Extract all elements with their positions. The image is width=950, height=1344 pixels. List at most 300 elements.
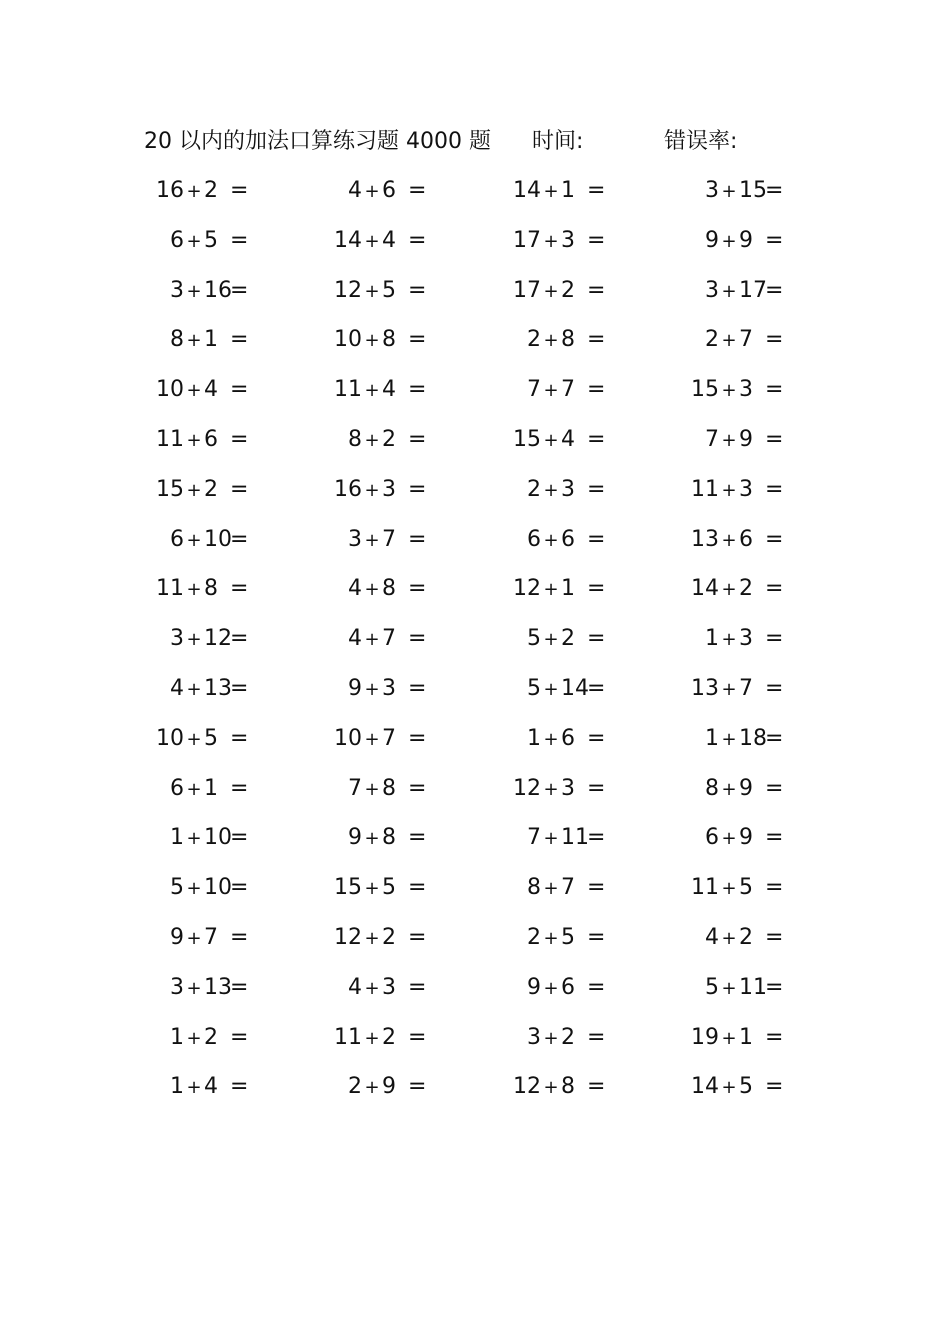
addition-problem bbox=[332, 465, 492, 515]
addition-problem bbox=[332, 913, 492, 963]
plus-sign: + bbox=[364, 1027, 380, 1049]
addend-b: 7 bbox=[382, 725, 396, 751]
equals-sign: = bbox=[230, 377, 249, 403]
addend-a: 11 bbox=[156, 576, 184, 602]
addend-a: 4 bbox=[348, 974, 362, 1000]
equals-sign: = bbox=[230, 725, 249, 751]
addition-problem bbox=[689, 714, 849, 764]
addend-b: 1 bbox=[561, 576, 575, 602]
addend-a: 5 bbox=[527, 675, 541, 701]
equals-sign: = bbox=[408, 626, 427, 652]
addition-problem bbox=[689, 764, 849, 814]
addend-b: 7 bbox=[382, 526, 396, 552]
plus-sign: + bbox=[186, 181, 202, 202]
addend-b: 5 bbox=[739, 875, 753, 901]
addition-problem bbox=[154, 714, 314, 764]
equals-sign: = bbox=[587, 825, 606, 851]
plus-sign: + bbox=[186, 1027, 202, 1049]
addition-problem bbox=[332, 1062, 492, 1112]
equals-sign: = bbox=[587, 377, 606, 403]
equals-sign: = bbox=[230, 1074, 249, 1100]
addend-b: 8 bbox=[382, 775, 396, 801]
addend-a: 9 bbox=[348, 825, 362, 851]
plus-sign: + bbox=[364, 181, 380, 202]
problem-row bbox=[0, 564, 950, 614]
equals-sign: = bbox=[587, 974, 606, 1000]
problem-row bbox=[0, 365, 950, 415]
plus-sign: + bbox=[186, 479, 202, 501]
equals-sign: = bbox=[408, 476, 427, 502]
equals-sign: = bbox=[408, 725, 427, 751]
addend-b: 10 bbox=[204, 825, 232, 851]
addition-problem bbox=[332, 963, 492, 1013]
addend-b: 1 bbox=[204, 775, 218, 801]
addend-a: 17 bbox=[513, 277, 541, 303]
plus-sign: + bbox=[186, 878, 202, 900]
equals-sign: = bbox=[230, 426, 249, 452]
plus-sign: + bbox=[364, 479, 380, 501]
plus-sign: + bbox=[364, 878, 380, 900]
plus-sign: + bbox=[721, 230, 737, 252]
equals-sign: = bbox=[765, 725, 784, 751]
addition-problem bbox=[154, 515, 314, 565]
plus-sign: + bbox=[364, 927, 380, 949]
addend-a: 16 bbox=[334, 476, 362, 502]
plus-sign: + bbox=[364, 330, 380, 352]
addend-a: 7 bbox=[527, 825, 541, 851]
addition-problem bbox=[511, 813, 671, 863]
addend-a: 5 bbox=[705, 974, 719, 1000]
equals-sign: = bbox=[765, 875, 784, 901]
equals-sign: = bbox=[765, 775, 784, 801]
problem-row bbox=[0, 415, 950, 465]
plus-sign: + bbox=[364, 828, 380, 850]
addition-problem bbox=[332, 764, 492, 814]
addition-problem bbox=[689, 1062, 849, 1112]
addend-b: 1 bbox=[204, 327, 218, 353]
addition-problem bbox=[511, 415, 671, 465]
plus-sign: + bbox=[364, 280, 380, 302]
plus-sign: + bbox=[186, 230, 202, 252]
addition-problem bbox=[154, 863, 314, 913]
addend-b: 7 bbox=[204, 924, 218, 950]
addend-b: 13 bbox=[204, 675, 232, 701]
addition-problem bbox=[332, 216, 492, 266]
addend-a: 9 bbox=[527, 974, 541, 1000]
addend-b: 6 bbox=[561, 725, 575, 751]
addend-b: 5 bbox=[382, 277, 396, 303]
addend-a: 9 bbox=[705, 227, 719, 253]
addend-a: 1 bbox=[170, 825, 184, 851]
addition-problem bbox=[154, 1013, 314, 1063]
equals-sign: = bbox=[765, 825, 784, 851]
addition-problem bbox=[154, 764, 314, 814]
equals-sign: = bbox=[587, 875, 606, 901]
addend-a: 12 bbox=[334, 924, 362, 950]
addend-a: 2 bbox=[527, 476, 541, 502]
plus-sign: + bbox=[543, 629, 559, 651]
problem-row bbox=[0, 315, 950, 365]
addend-a: 12 bbox=[334, 277, 362, 303]
equals-sign: = bbox=[765, 675, 784, 701]
plus-sign: + bbox=[721, 1027, 737, 1049]
equals-sign: = bbox=[408, 1024, 427, 1050]
plus-sign: + bbox=[721, 579, 737, 601]
addend-a: 2 bbox=[527, 327, 541, 353]
addend-a: 7 bbox=[705, 426, 719, 452]
addition-problem bbox=[511, 564, 671, 614]
addend-a: 14 bbox=[691, 1074, 719, 1100]
equals-sign: = bbox=[587, 178, 606, 203]
plus-sign: + bbox=[186, 828, 202, 850]
equals-sign: = bbox=[408, 377, 427, 403]
addend-a: 19 bbox=[691, 1024, 719, 1050]
equals-sign: = bbox=[587, 277, 606, 303]
addition-problem bbox=[332, 714, 492, 764]
addend-b: 2 bbox=[382, 1024, 396, 1050]
addend-a: 3 bbox=[705, 277, 719, 303]
addition-problem bbox=[689, 166, 849, 216]
addend-a: 6 bbox=[170, 775, 184, 801]
addition-problem bbox=[154, 166, 314, 216]
addend-b: 7 bbox=[739, 675, 753, 701]
addition-problem bbox=[689, 863, 849, 913]
addition-problem bbox=[689, 564, 849, 614]
addend-b: 11 bbox=[739, 974, 767, 1000]
plus-sign: + bbox=[543, 828, 559, 850]
plus-sign: + bbox=[186, 629, 202, 651]
plus-sign: + bbox=[543, 380, 559, 402]
addend-a: 12 bbox=[513, 576, 541, 602]
equals-sign: = bbox=[765, 576, 784, 602]
addend-a: 10 bbox=[334, 725, 362, 751]
problem-row bbox=[0, 614, 950, 664]
addend-b: 2 bbox=[382, 426, 396, 452]
equals-sign: = bbox=[587, 1024, 606, 1050]
equals-sign: = bbox=[765, 227, 784, 253]
plus-sign: + bbox=[364, 629, 380, 651]
equals-sign: = bbox=[765, 1074, 784, 1100]
addend-b: 6 bbox=[382, 178, 396, 203]
plus-sign: + bbox=[186, 380, 202, 402]
plus-sign: + bbox=[543, 529, 559, 551]
addend-b: 2 bbox=[561, 1024, 575, 1050]
addend-a: 14 bbox=[334, 227, 362, 253]
addition-problem bbox=[332, 415, 492, 465]
addition-problem bbox=[154, 266, 314, 316]
addend-a: 11 bbox=[156, 426, 184, 452]
addend-a: 2 bbox=[527, 924, 541, 950]
addend-a: 12 bbox=[513, 1074, 541, 1100]
addend-b: 7 bbox=[561, 377, 575, 403]
equals-sign: = bbox=[408, 675, 427, 701]
addend-b: 6 bbox=[739, 526, 753, 552]
addend-b: 17 bbox=[739, 277, 767, 303]
addition-problem bbox=[511, 216, 671, 266]
plus-sign: + bbox=[186, 330, 202, 352]
equals-sign: = bbox=[765, 178, 784, 203]
plus-sign: + bbox=[186, 728, 202, 750]
equals-sign: = bbox=[230, 277, 249, 303]
addend-a: 15 bbox=[156, 476, 184, 502]
plus-sign: + bbox=[364, 977, 380, 999]
addend-a: 1 bbox=[705, 725, 719, 751]
addend-b: 9 bbox=[739, 227, 753, 253]
equals-sign: = bbox=[230, 327, 249, 353]
addition-problem bbox=[154, 813, 314, 863]
addend-a: 1 bbox=[527, 725, 541, 751]
addend-a: 8 bbox=[170, 327, 184, 353]
addition-problem bbox=[332, 266, 492, 316]
equals-sign: = bbox=[765, 626, 784, 652]
addend-b: 9 bbox=[739, 426, 753, 452]
plus-sign: + bbox=[364, 429, 380, 451]
addend-b: 2 bbox=[204, 476, 218, 502]
equals-sign: = bbox=[230, 924, 249, 950]
addend-b: 1 bbox=[561, 178, 575, 203]
plus-sign: + bbox=[186, 678, 202, 700]
addition-problem bbox=[511, 1013, 671, 1063]
addend-b: 8 bbox=[561, 1074, 575, 1100]
addend-b: 3 bbox=[739, 377, 753, 403]
addition-problem bbox=[689, 913, 849, 963]
plus-sign: + bbox=[543, 728, 559, 750]
addend-a: 6 bbox=[527, 526, 541, 552]
problem-row bbox=[0, 266, 950, 316]
problem-row bbox=[0, 714, 950, 764]
addition-problem bbox=[332, 614, 492, 664]
addition-problem bbox=[154, 614, 314, 664]
plus-sign: + bbox=[186, 579, 202, 601]
addition-problem bbox=[689, 315, 849, 365]
addend-a: 3 bbox=[170, 974, 184, 1000]
equals-sign: = bbox=[587, 775, 606, 801]
addend-b: 18 bbox=[739, 725, 767, 751]
addition-problem bbox=[154, 913, 314, 963]
problem-row bbox=[0, 764, 950, 814]
plus-sign: + bbox=[364, 778, 380, 800]
problem-row bbox=[0, 216, 950, 266]
addend-a: 8 bbox=[348, 426, 362, 452]
plus-sign: + bbox=[543, 1027, 559, 1049]
addend-a: 4 bbox=[348, 178, 362, 203]
equals-sign: = bbox=[408, 825, 427, 851]
equals-sign: = bbox=[765, 1024, 784, 1050]
addend-a: 6 bbox=[170, 227, 184, 253]
addend-b: 4 bbox=[204, 377, 218, 403]
addition-problem bbox=[511, 963, 671, 1013]
plus-sign: + bbox=[543, 778, 559, 800]
addend-a: 15 bbox=[334, 875, 362, 901]
addition-problem bbox=[689, 614, 849, 664]
equals-sign: = bbox=[765, 277, 784, 303]
addend-a: 8 bbox=[527, 875, 541, 901]
plus-sign: + bbox=[364, 230, 380, 252]
addition-problem bbox=[511, 863, 671, 913]
addend-b: 5 bbox=[204, 227, 218, 253]
equals-sign: = bbox=[587, 924, 606, 950]
addend-b: 2 bbox=[204, 178, 218, 203]
plus-sign: + bbox=[721, 181, 737, 202]
equals-sign: = bbox=[230, 476, 249, 502]
addition-problem bbox=[689, 1013, 849, 1063]
addend-a: 9 bbox=[348, 675, 362, 701]
addend-a: 1 bbox=[170, 1024, 184, 1050]
addend-b: 5 bbox=[561, 924, 575, 950]
addition-problem bbox=[689, 813, 849, 863]
plus-sign: + bbox=[364, 728, 380, 750]
addend-a: 8 bbox=[705, 775, 719, 801]
problem-row bbox=[0, 1013, 950, 1063]
addition-problem bbox=[154, 963, 314, 1013]
plus-sign: + bbox=[186, 529, 202, 551]
addition-problem bbox=[332, 515, 492, 565]
equals-sign: = bbox=[765, 327, 784, 353]
addend-a: 6 bbox=[170, 526, 184, 552]
plus-sign: + bbox=[543, 878, 559, 900]
equals-sign: = bbox=[408, 277, 427, 303]
addend-b: 10 bbox=[204, 526, 232, 552]
addend-b: 7 bbox=[561, 875, 575, 901]
equals-sign: = bbox=[230, 626, 249, 652]
problem-row bbox=[0, 813, 950, 863]
problem-grid bbox=[0, 166, 950, 1112]
addend-a: 2 bbox=[348, 1074, 362, 1100]
addend-a: 3 bbox=[527, 1024, 541, 1050]
addend-b: 4 bbox=[382, 377, 396, 403]
equals-sign: = bbox=[587, 526, 606, 552]
equals-sign: = bbox=[765, 476, 784, 502]
equals-sign: = bbox=[230, 576, 249, 602]
addition-problem bbox=[511, 166, 671, 216]
addend-b: 3 bbox=[382, 974, 396, 1000]
addition-problem bbox=[689, 365, 849, 415]
addend-b: 9 bbox=[739, 775, 753, 801]
addend-b: 10 bbox=[204, 875, 232, 901]
addition-problem bbox=[332, 365, 492, 415]
addend-b: 7 bbox=[382, 626, 396, 652]
plus-sign: + bbox=[721, 529, 737, 551]
equals-sign: = bbox=[408, 775, 427, 801]
addend-a: 11 bbox=[334, 1024, 362, 1050]
equals-sign: = bbox=[230, 526, 249, 552]
addition-problem bbox=[511, 614, 671, 664]
plus-sign: + bbox=[186, 977, 202, 999]
addend-a: 4 bbox=[170, 675, 184, 701]
addition-problem bbox=[689, 216, 849, 266]
addition-problem bbox=[154, 664, 314, 714]
addition-problem bbox=[154, 1062, 314, 1112]
problem-row bbox=[0, 664, 950, 714]
addend-a: 16 bbox=[156, 178, 184, 203]
problem-row bbox=[0, 166, 950, 216]
plus-sign: + bbox=[721, 678, 737, 700]
addend-a: 9 bbox=[170, 924, 184, 950]
addend-a: 15 bbox=[513, 426, 541, 452]
addend-b: 3 bbox=[382, 476, 396, 502]
addition-problem bbox=[689, 465, 849, 515]
addition-problem bbox=[689, 266, 849, 316]
addend-a: 13 bbox=[691, 526, 719, 552]
addend-b: 3 bbox=[561, 227, 575, 253]
problem-row bbox=[0, 1062, 950, 1112]
addition-problem bbox=[154, 415, 314, 465]
equals-sign: = bbox=[230, 178, 249, 203]
equals-sign: = bbox=[765, 526, 784, 552]
addend-b: 6 bbox=[561, 974, 575, 1000]
plus-sign: + bbox=[186, 429, 202, 451]
addend-a: 4 bbox=[705, 924, 719, 950]
addend-a: 3 bbox=[348, 526, 362, 552]
equals-sign: = bbox=[230, 825, 249, 851]
addend-a: 17 bbox=[513, 227, 541, 253]
addend-b: 5 bbox=[204, 725, 218, 751]
plus-sign: + bbox=[721, 330, 737, 352]
addition-problem bbox=[154, 465, 314, 515]
addend-b: 5 bbox=[382, 875, 396, 901]
addend-b: 4 bbox=[561, 426, 575, 452]
addend-b: 9 bbox=[739, 825, 753, 851]
plus-sign: + bbox=[721, 280, 737, 302]
plus-sign: + bbox=[543, 977, 559, 999]
equals-sign: = bbox=[765, 426, 784, 452]
plus-sign: + bbox=[721, 479, 737, 501]
plus-sign: + bbox=[721, 429, 737, 451]
plus-sign: + bbox=[721, 728, 737, 750]
addend-b: 8 bbox=[561, 327, 575, 353]
plus-sign: + bbox=[364, 1077, 380, 1099]
addend-b: 2 bbox=[561, 626, 575, 652]
addend-b: 12 bbox=[204, 626, 232, 652]
equals-sign: = bbox=[408, 426, 427, 452]
addend-b: 9 bbox=[382, 1074, 396, 1100]
plus-sign: + bbox=[721, 380, 737, 402]
addend-a: 5 bbox=[527, 626, 541, 652]
equals-sign: = bbox=[408, 178, 427, 203]
addend-a: 14 bbox=[513, 178, 541, 203]
addend-b: 2 bbox=[739, 924, 753, 950]
addend-a: 5 bbox=[170, 875, 184, 901]
addend-a: 12 bbox=[513, 775, 541, 801]
plus-sign: + bbox=[721, 629, 737, 651]
worksheet-title: 20 以内的加法口算练习题 4000 题 bbox=[144, 129, 491, 154]
equals-sign: = bbox=[587, 227, 606, 253]
equals-sign: = bbox=[587, 725, 606, 751]
plus-sign: + bbox=[721, 1077, 737, 1099]
addend-b: 3 bbox=[561, 476, 575, 502]
problem-row bbox=[0, 465, 950, 515]
addition-problem bbox=[154, 216, 314, 266]
equals-sign: = bbox=[408, 1074, 427, 1100]
equals-sign: = bbox=[408, 526, 427, 552]
equals-sign: = bbox=[230, 974, 249, 1000]
addition-problem bbox=[511, 515, 671, 565]
plus-sign: + bbox=[543, 181, 559, 202]
addend-a: 15 bbox=[691, 377, 719, 403]
plus-sign: + bbox=[186, 280, 202, 302]
plus-sign: + bbox=[543, 927, 559, 949]
equals-sign: = bbox=[587, 476, 606, 502]
addend-b: 2 bbox=[739, 576, 753, 602]
addend-b: 14 bbox=[561, 675, 589, 701]
addend-b: 13 bbox=[204, 974, 232, 1000]
equals-sign: = bbox=[587, 576, 606, 602]
equals-sign: = bbox=[230, 1024, 249, 1050]
addend-b: 11 bbox=[561, 825, 589, 851]
addend-b: 3 bbox=[739, 476, 753, 502]
addend-b: 15 bbox=[739, 178, 767, 203]
addition-problem bbox=[511, 714, 671, 764]
